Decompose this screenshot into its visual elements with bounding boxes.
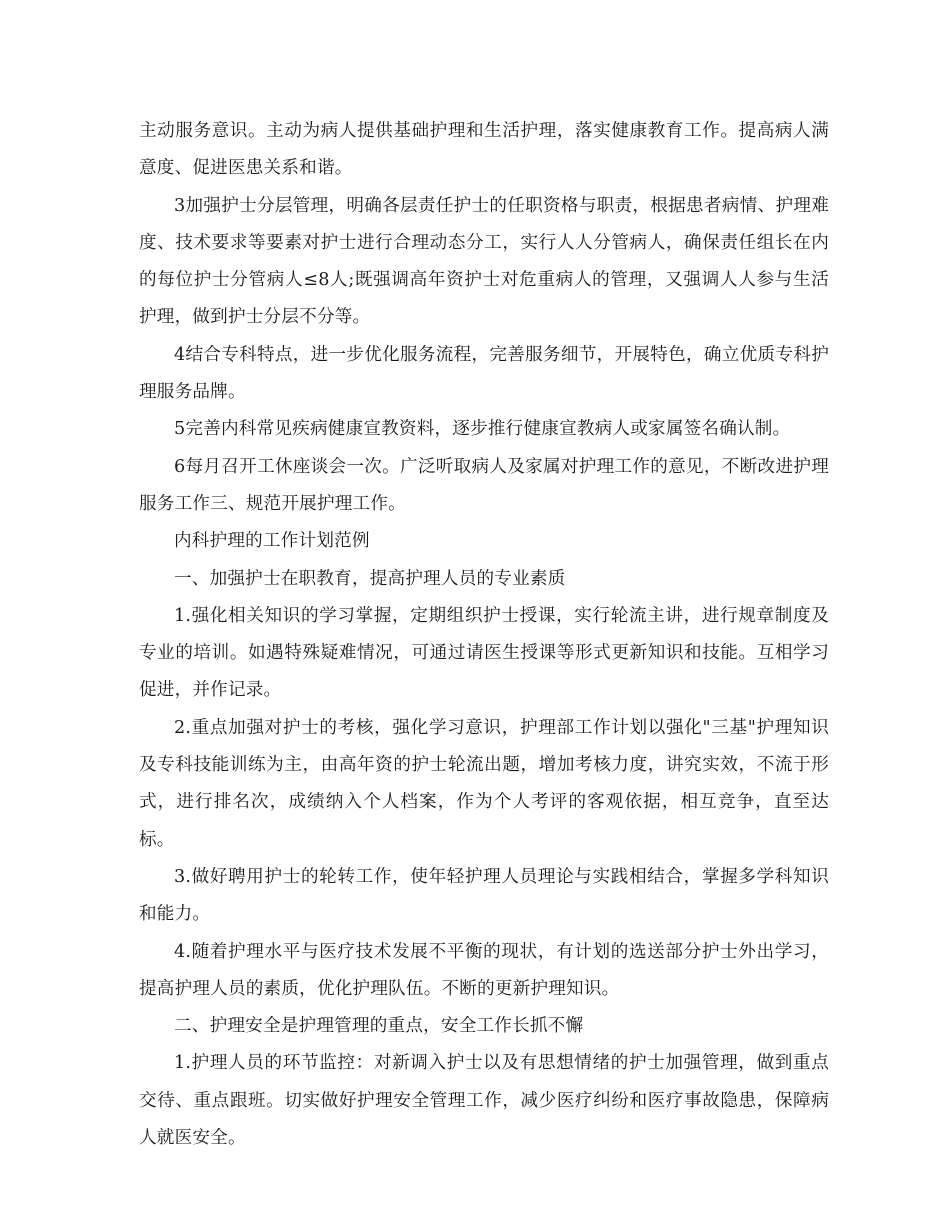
paragraph-1-1: 1.强化相关知识的学习掌握，定期组织护士授课，实行轮流主讲，进行规章制度及专业的培训。如遇特殊疑难情况，可通过请医生授课等形式更新知识和技能。互相学习促进，并作记录。 xyxy=(139,605,829,701)
paragraph-continuation: 主动服务意识。主动为病人提供基础护理和生活护理，落实健康教育工作。提高病人满意度、促进医患关系和谐。 xyxy=(139,121,829,179)
document-body xyxy=(139,113,829,1157)
document-title: 内科护理的工作计划范例 xyxy=(174,531,370,552)
paragraph-1-3: 3.做好聘用护士的轮转工作，使年轻护理人员理论与实践相结合，掌握多学科知识和能力。 xyxy=(139,866,829,925)
section-heading-2: 二、护理安全是护理管理的重点，安全工作长抓不懈 xyxy=(174,1016,584,1037)
paragraph-2-1: 1.护理人员的环节监控：对新调入护士以及有思想情绪的护士加强管理，做到重点交待、重点跟班。切实做好护理安全管理工作，减少医疗纠纷和医疗事故隐患，保障病人就医安全。 xyxy=(139,1053,829,1149)
paragraph-1-2: 2.重点加强对护士的考核，强化学习意识，护理部工作计划以强化"三基"护理知识及专科技能训练为主，由高年资的护士轮流出题，增加考核力度，讲究实效，不流于形式，进行排名次，成绩纳入个人档案，作为个人考评的客观依据，相互竞争，直至达标。 xyxy=(139,717,829,850)
section-heading-1: 一、加强护士在职教育，提高护理人员的专业素质 xyxy=(174,568,566,589)
paragraph-item-5: 5完善内科常见疾病健康宣教资料，逐步推行健康宣教病人或家属签名确认制。 xyxy=(174,419,791,440)
paragraph-item-6: 6每月召开工休座谈会一次。广泛听取病人及家属对护理工作的意见，不断改进护理服务工作三、规范开展护理工作。 xyxy=(139,456,829,514)
paragraph-item-4: 4结合专科特点，进一步优化服务流程，完善服务细节，开展特色，确立优质专科护理服务品牌。 xyxy=(139,344,829,403)
paragraph-1-4: 4.随着护理水平与医疗技术发展不平衡的现状，有计划的选送部分护士外出学习，提高护理人员的素质，优化护理队伍。不断的更新护理知识。 xyxy=(139,941,829,999)
paragraph-item-3: 3加强护士分层管理，明确各层责任护士的任职资格与职责，根据患者病情、护理难度、技术要求等要素对护士进行合理动态分工，实行人人分管病人，确保责任组长在内的每位护士分管病人≤8人;既强调高年资护士对危重病人的管理，又强调人人参与生活护理，做到护士分层不分等。 xyxy=(139,195,829,328)
